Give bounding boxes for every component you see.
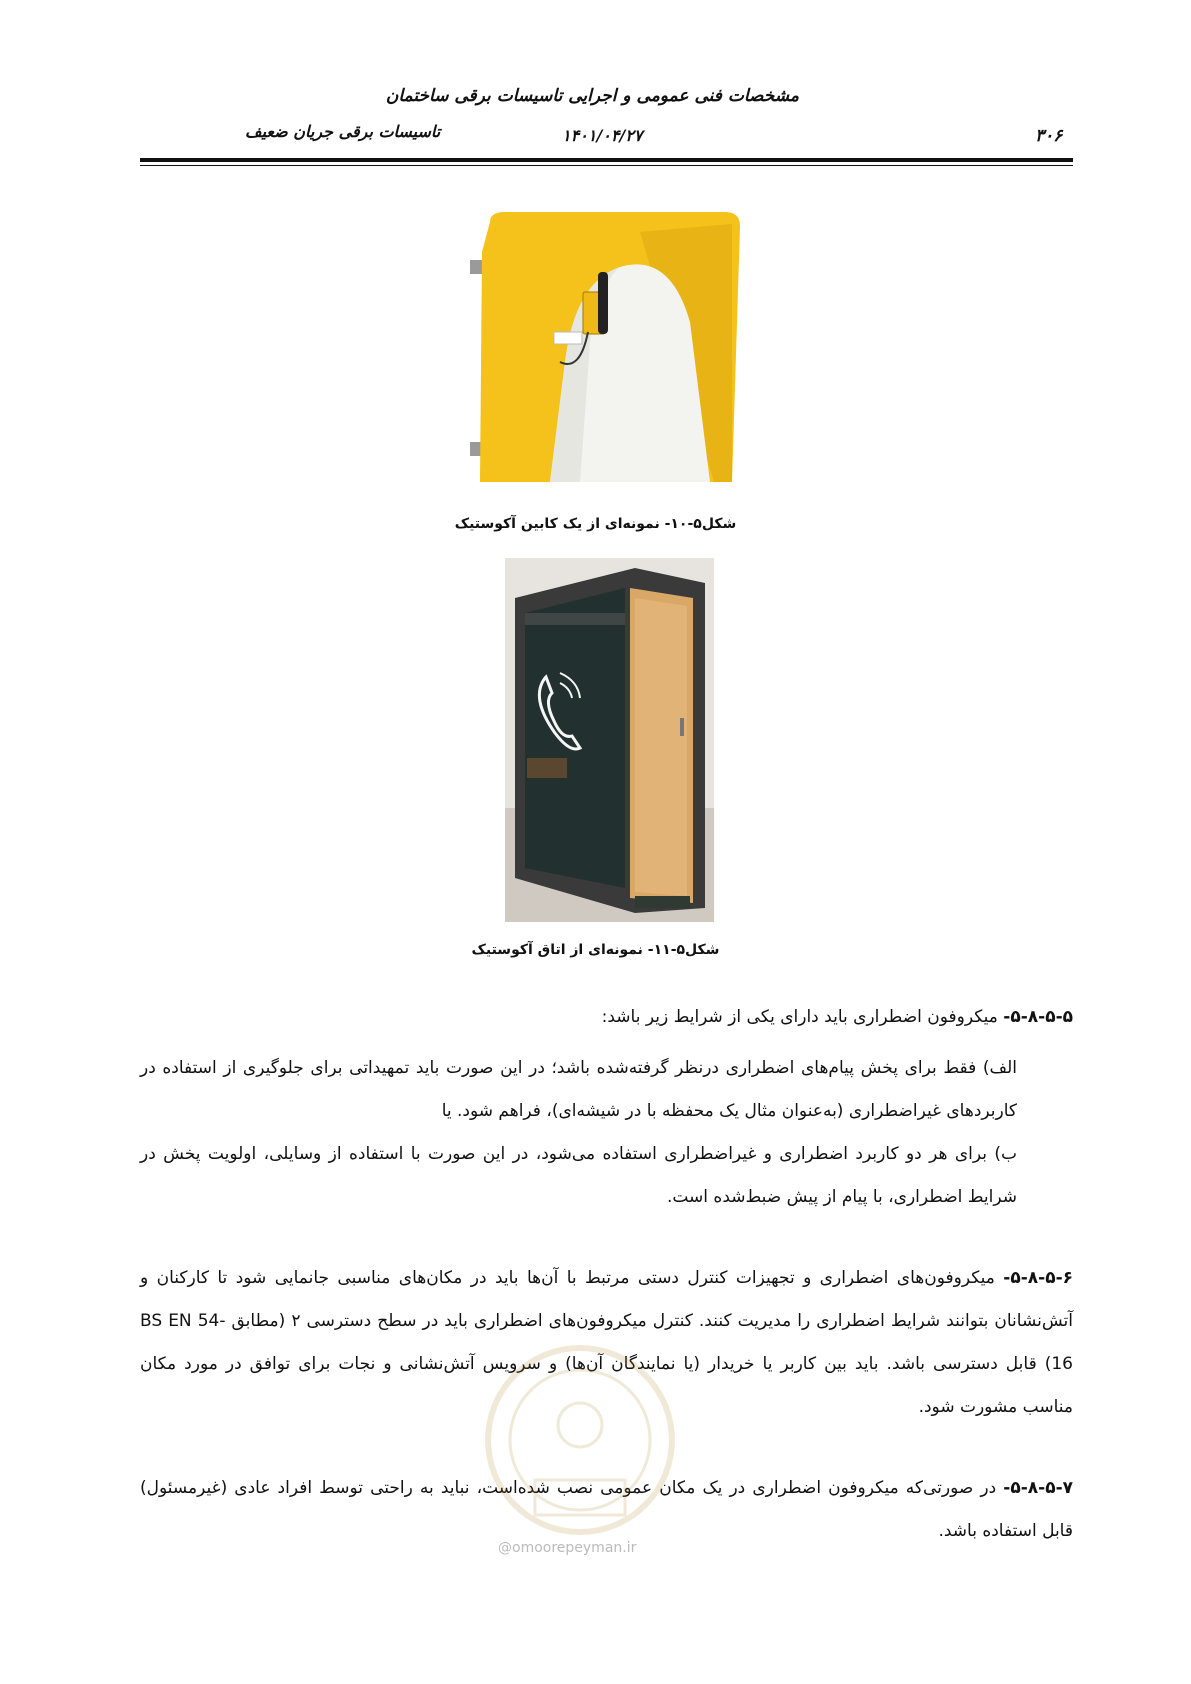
- list-item-a: الف) فقط برای پخش پیام‌های اضطراری درنظر گرفته‌شده باشد؛ در این صورت باید تمهیداتی برای جلوگیری از استفاده در کاربردهای غیراضطراری (به‌عنوان مثال یک محفظه با در شیشه‌ای)، فراهم شود. یا: [140, 1058, 1017, 1121]
- watermark-text: @omoorepeyman.ir: [498, 1540, 637, 1556]
- section-text: در صورتی‌که میکروفون اضطراری در یک مکان عمومی نصب شده‌است، نباید به راحتی توسط افراد عادی (غیرمسئول) قابل استفاده باشد.: [140, 1478, 1073, 1541]
- section-text: میکروفون اضطراری باید دارای یکی از شرایط زیر باشد:: [601, 1007, 1004, 1027]
- document-date: ۱۴۰۱/۰۴/۲۷: [562, 126, 643, 145]
- section-5-8-5-5: [140, 996, 1073, 1039]
- section-number: ۵-۸-۵-۵-: [1003, 1007, 1073, 1027]
- acoustic-room-image: [505, 558, 714, 922]
- section-text: میکروفون‌های اضطراری و تجهیزات کنترل دستی مرتبط با آن‌ها باید در مکان‌های مناسبی جانمایی شود تا کارکنان و آتش‌نشانان بتوانند شرایط اضطراری را مدیریت کنند. کنترل میکروفون‌های اضطراری باید در سطح دسترسی ۲ (مطابق BS EN 54-16) قابل دسترسی باشد. باید بین کاربر یا خریدار (یا نمایندگان آن‌ها) و سرویس آتش‌نشانی و نجات برای توافق در مورد مکان مناسب مشورت شود.: [140, 1268, 1073, 1417]
- figure-caption: شکل۵-۱۰- نمونه‌ای از یک کابین آکوستیک: [454, 516, 737, 532]
- section-number: ۵-۸-۵-۶-: [1003, 1268, 1073, 1288]
- figure-caption: شکل۵-۱۱- نمونه‌ای از اتاق آکوستیک: [471, 942, 720, 958]
- section-number: ۵-۸-۵-۷-: [1003, 1478, 1073, 1498]
- list-item-b: ب) برای هر دو کاربرد اضطراری و غیراضطراری استفاده می‌شود، در این صورت با استفاده از وسایلی، اولویت پخش در شرایط اضطراری، با پیام از پیش ضبط‌شده است.: [140, 1144, 1017, 1207]
- header-rule-thin: [140, 165, 1073, 166]
- header-rule: [140, 158, 1073, 162]
- acoustic-cabin-image: [470, 212, 748, 490]
- document-title: مشخصات فنی عمومی و اجرایی تاسیسات برقی ساختمان: [385, 86, 799, 106]
- watermark-stamp-icon: [480, 1330, 680, 1560]
- document-subtitle: تاسیسات برقی جریان ضعیف: [245, 122, 441, 141]
- page-number: ۳۰۶: [1035, 126, 1063, 146]
